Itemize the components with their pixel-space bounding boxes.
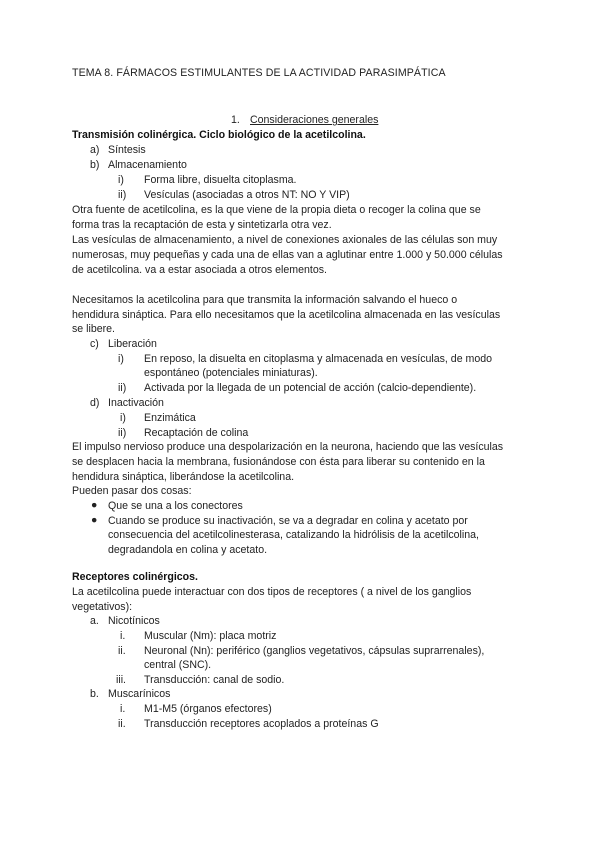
sublist-item: M1-M5 (órganos efectores) [144, 703, 272, 715]
bullet-icon: ● [91, 499, 98, 511]
list-item: Síntesis [108, 144, 146, 156]
sublist-item: Enzimática [144, 412, 196, 424]
bullet-icon: ● [91, 514, 98, 526]
sublist-item: Muscular (Nm): placa motriz [144, 630, 277, 642]
paragraph-line: de acetilcolina. va a estar asociada a otros elementos. [72, 264, 327, 276]
sublist-marker: i) [120, 412, 126, 424]
paragraph-line: numerosas, muy pequeñas y cada una de ellas van a aglutinar entre 1.000 y 50.000 células [72, 249, 503, 261]
list-item: Inactivación [108, 397, 164, 409]
sublist-marker: i. [120, 630, 126, 642]
sublist-item: En reposo, la disuelta en citoplasma y almacenada en vesículas, de modo [144, 353, 493, 365]
list-item: Liberación [108, 338, 157, 350]
sublist-marker: ii) [118, 427, 127, 439]
sublist-item: Activada por la llegada de un potencial de acción (calcio-dependiente). [144, 382, 477, 394]
section-number: 1. [231, 114, 240, 126]
sublist-item: central (SNC). [144, 659, 212, 671]
paragraph-line: se libere. [72, 323, 115, 335]
list-item: Muscarínicos [108, 688, 171, 700]
paragraph-line: hendidura sináptica. Para ello necesitamos que la acetilcolina almacenada en las vesículas [72, 309, 501, 321]
section-heading: Consideraciones generales [250, 114, 379, 126]
paragraph-line: Pueden pasar dos cosas: [72, 485, 192, 497]
sublist-marker: i) [118, 353, 124, 365]
sublist-marker: ii. [118, 718, 126, 730]
sublist-item: Transducción: canal de sodio. [144, 674, 285, 686]
sublist-marker: ii) [118, 189, 127, 201]
bullet-item: Que se una a los conectores [108, 500, 243, 512]
paragraph-line: vegetativos): [72, 601, 133, 613]
bullet-item: degradandola en colina y acetato. [108, 544, 268, 556]
paragraph-line: forma tras la recaptación de esta y sintetizarla otra vez. [72, 219, 332, 231]
sublist-marker: i) [118, 174, 124, 186]
sublist-marker: i. [120, 703, 126, 715]
paragraph-line: se desplacen hacia la membrana, fusionándose con ésta para liberar su contenido en la [72, 456, 485, 468]
paragraph-line: Otra fuente de acetilcolina, es la que viene de la propia dieta o recoger la colina que se [72, 204, 481, 216]
bullet-item: Cuando se produce su inactivación, se va a degradar en colina y acetato por [108, 515, 468, 527]
sublist-item: Neuronal (Nn): periférico (ganglios vegetativos, cápsulas suprarrenales), [144, 645, 485, 657]
paragraph-line: La acetilcolina puede interactuar con dos tipos de receptores ( a nivel de los ganglios [72, 586, 472, 598]
list-marker: a) [90, 144, 100, 156]
paragraph-line: hendidura sináptica, liberándose la acetilcolina. [72, 471, 295, 483]
section-heading: Receptores colinérgicos. [72, 571, 198, 583]
paragraph-line: Necesitamos la acetilcolina para que transmita la información salvando el hueco o [72, 294, 458, 306]
sublist-item: Transducción receptores acoplados a proteínas G [144, 718, 379, 730]
sublist-marker: iii. [116, 674, 127, 686]
list-marker: d) [90, 397, 100, 409]
list-item: Nicotínicos [108, 615, 160, 627]
bullet-item: consecuencia del acetilcolinesterasa, catalizando la hidrólisis de la acetilcolina, [108, 529, 479, 541]
paragraph-line: Las vesículas de almacenamiento, a nivel de conexiones axionales de las células son muy [72, 234, 498, 246]
sublist-item: Vesículas (asociadas a otros NT: NO Y VIP) [144, 189, 350, 201]
sublist-item: espontáneo (potenciales miniaturas). [144, 367, 318, 379]
sublist-item: Forma libre, disuelta citoplasma. [144, 174, 297, 186]
list-marker: c) [90, 338, 99, 350]
list-marker: a. [90, 615, 99, 627]
sublist-marker: ii. [118, 645, 126, 657]
list-marker: b. [90, 688, 99, 700]
document-title: TEMA 8. FÁRMACOS ESTIMULANTES DE LA ACTIVIDAD PARASIMPÁTICA [72, 67, 446, 79]
sublist-item: Recaptación de colina [144, 427, 249, 439]
sublist-marker: ii) [118, 382, 127, 394]
paragraph-line: El impulso nervioso produce una despolarización en la neurona, haciendo que las vesículas [72, 441, 504, 453]
subheading: Transmisión colinérgica. Ciclo biológico de la acetilcolina. [72, 129, 366, 141]
list-item: Almacenamiento [108, 159, 187, 171]
list-marker: b) [90, 159, 100, 171]
